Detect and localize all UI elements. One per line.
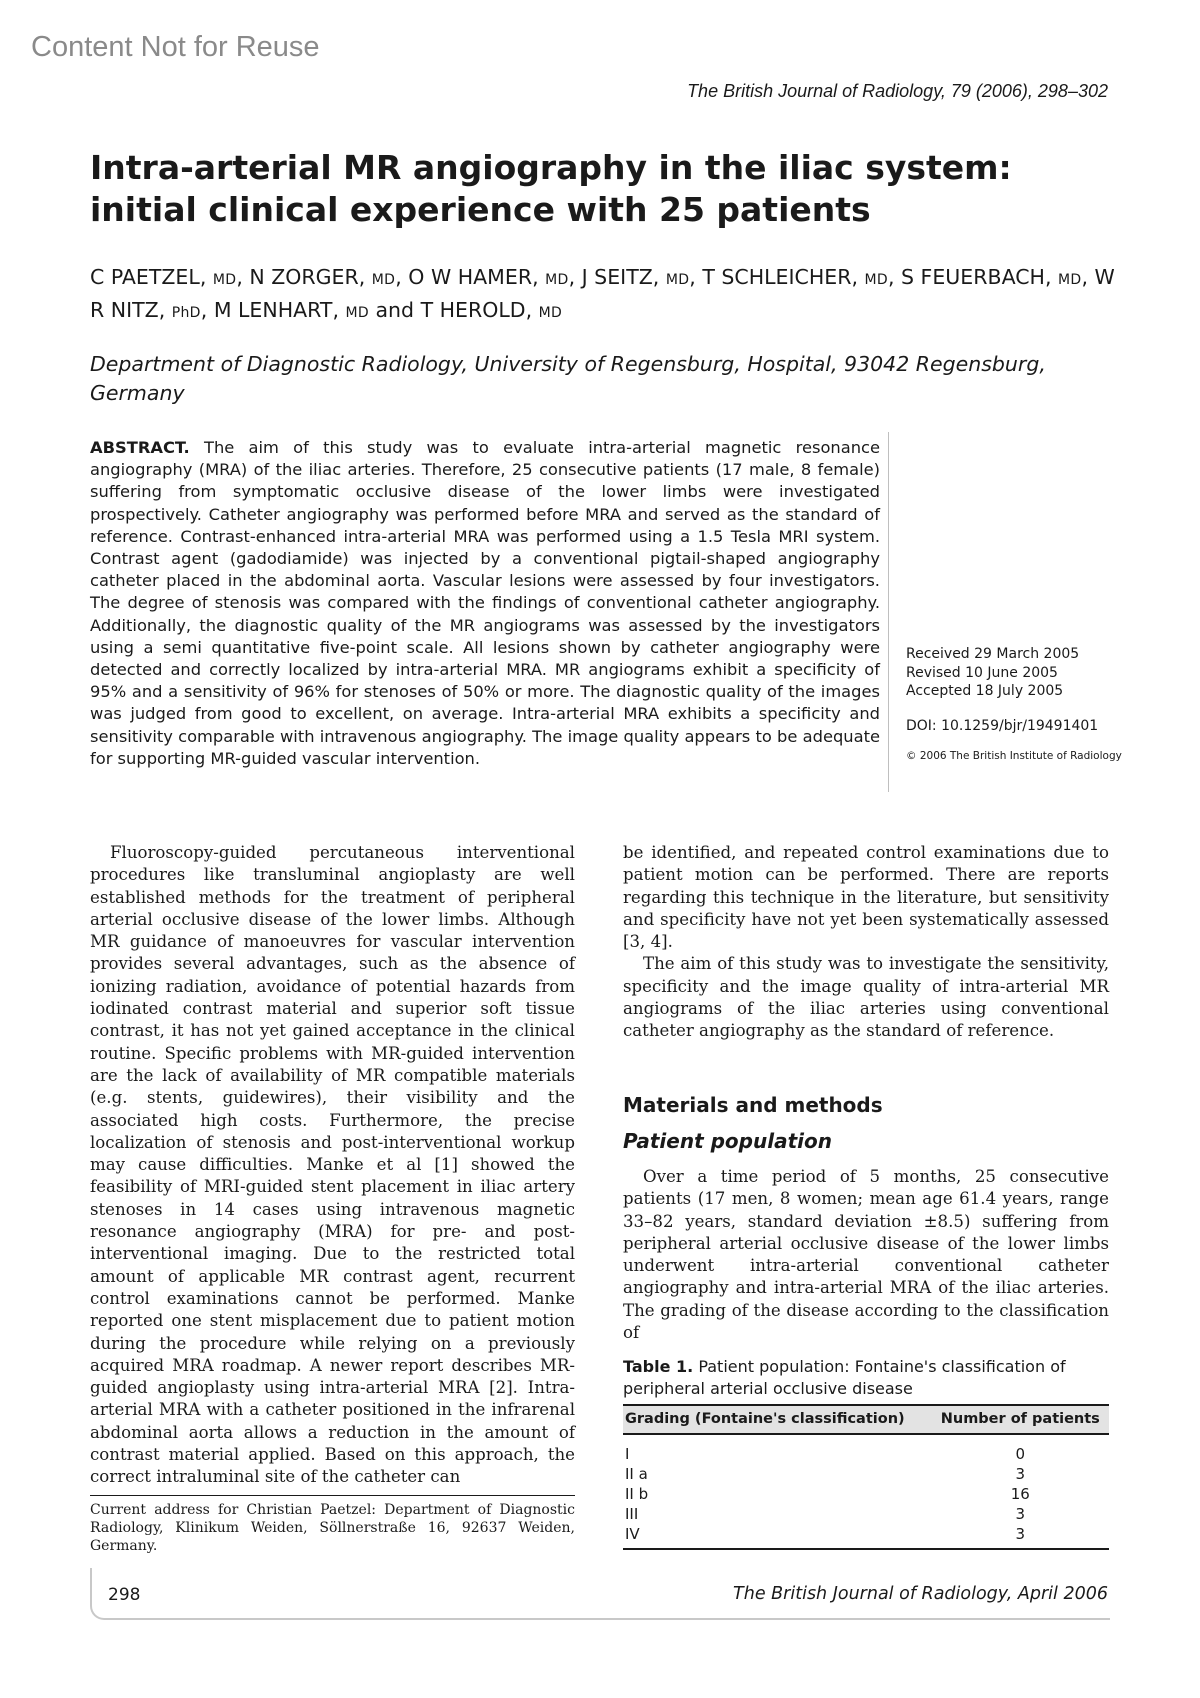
author-list: C PAETZEL, MD, N ZORGER, MD, O W HAMER, MD, J SEITZ, MD, T SCHLEICHER, MD, S FEUERBACH, MD, W R NITZ, PhD, M LENHART, MD and T HEROLD, MD: [90, 265, 1115, 322]
author: S FEUERBACH, MD: [901, 265, 1082, 289]
watermark: Content Not for Reuse: [31, 31, 320, 63]
author-name: O W HAMER: [408, 265, 533, 289]
table-row: [623, 1504, 1109, 1524]
grading-cell: I: [625, 1445, 630, 1463]
author-degree: PhD: [171, 305, 201, 321]
abstract: [90, 437, 880, 770]
author-name: C PAETZEL: [90, 265, 200, 289]
author: J SEITZ, MD: [581, 265, 690, 289]
patient-population-text: [623, 1166, 1109, 1344]
footnote: Current address for Christian Paetzel: Department of Diagnostic Radiology, Klinikum Weiden, Söllnerstraße 16, 92637 Weiden, Germany.: [90, 1502, 575, 1554]
intro-paragraph: Fluoroscopy-guided percutaneous interventional procedures like transluminal angioplasty are well established methods for the treatment of peripheral arterial occlusive disease of the lower limbs. Although MR guidance of manoeuvres for vascular intervention provides several advantages, such as the absence of ionizing radiation, avoidance of potential hazards from iodinated contrast material and superior soft tissue contrast, it has not yet gained acceptance in the clinical routine. Specific problems with MR-guided intervention are the lack of availability of MR compatible materials (e.g. stents, guidewires), their visibility and the associated high costs. Furthermore, the precise localization of stenosis and post-interventional workup may cause difficulties. Manke et al [1] showed the feasibility of MRI-guided stent placement in iliac artery stenoses in 14 cases using intravenous magnetic resonance angiography (MRA) for pre- and post-interventional imaging. Due to the restricted total amount of applicable MR contrast agent, recurrent control examinations cannot be performed. Manke reported one stent misplacement due to patient motion during the procedure while relying on a previously acquired MRA roadmap. A newer report describes MR-guided angioplasty using intra-arterial MRA [2]. Intra-arterial MRA with a catheter positioned in the infrarenal abdominal aorta allows a reduction in the amount of contrast material applied. Based on this approach, the correct intraluminal site of the catheter can: [90, 843, 575, 1487]
table-header-count: Number of patients: [932, 1405, 1109, 1434]
author-name: M LENHART: [213, 298, 333, 322]
received-date: Received 29 March 2005: [906, 646, 1080, 662]
patient-count-cell: 3: [1015, 1505, 1026, 1523]
patient-count-cell: 3: [1015, 1465, 1026, 1483]
patient-count-cell: 16: [1010, 1485, 1030, 1503]
author-degree: MD: [864, 272, 888, 288]
author-name: T SCHLEICHER: [702, 265, 852, 289]
author: O W HAMER, MD: [408, 265, 569, 289]
body-right-column: [623, 842, 1109, 1043]
patient-count-cell: 3: [932, 1524, 1109, 1549]
table-header-row: [623, 1405, 1109, 1434]
author-name: W R NITZ: [90, 265, 1115, 322]
author-degree: MD: [212, 272, 237, 288]
accepted-date: Accepted 18 July 2005: [906, 683, 1064, 699]
author-degree: MD: [545, 272, 569, 288]
author-degree: MD: [1058, 272, 1082, 288]
grading-cell: II b: [625, 1485, 649, 1503]
abstract-heading: ABSTRACT.: [90, 438, 190, 457]
page-number: 298: [108, 1585, 141, 1605]
intro-continuation: be identified, and repeated control examinations due to patient motion can be performed. There are reports regarding this technique in the literature, but sensitivity and specificity have not yet been systematically assessed [3, 4].: [623, 843, 1109, 952]
abstract-text: The aim of this study was to evaluate intra-arterial magnetic resonance angiography (MRA) of the iliac arteries. Therefore, 25 consecutive patients (17 male, 8 female) suffering from symptomatic occlusive disease of the lower limbs were investigated prospectively. Catheter angiography was performed before MRA and served as the standard of reference. Contrast-enhanced intra-arterial MRA was performed using a 1.5 Tesla MRI system. Contrast agent (gadodiamide) was injected by a conventional pigtail-shaped angiography catheter placed in the abdominal aorta. Vascular lesions were assessed by four investigators. The degree of stenosis was compared with the findings of conventional catheter angiography. Additionally, the diagnostic quality of the MR angiograms was assessed by the investigators using a semi quantitative five-point scale. All lesions shown by catheter angiography were detected and correctly localized by intra-arterial MRA. MR angiograms exhibit a specificity of 95% and a sensitivity of 96% for stenoses of 50% or more. The diagnostic quality of the images was judged from good to excellent, on average. Intra-arterial MRA exhibits a specificity and sensitivity comparable with intravenous angiography. The image quality appears to be adequate for supporting MR-guided vascular intervention.: [90, 438, 880, 768]
author: T SCHLEICHER, MD: [702, 265, 888, 289]
author-degree: MD: [371, 272, 396, 288]
author: N ZORGER, MD: [249, 265, 396, 289]
table-caption-text: Patient population: Fontaine's classification of peripheral arterial occlusive disease: [623, 1357, 1066, 1398]
journal-reference: The British Journal of Radiology, 79 (2006), 298–302: [687, 81, 1108, 101]
patient-population-paragraph: Over a time period of 5 months, 25 consecutive patients (17 men, 8 women; mean age 61.4 years, range 33–82 years, standard deviation ±8.5) suffering from peripheral arterial occlusive disease of the lower limbs underwent intra-arterial conventional catheter angiography and intra-arterial MRA of the iliac arteries. The grading of the disease according to the classification of: [623, 1167, 1109, 1343]
patient-table: [623, 1404, 1109, 1550]
grading-cell: IV: [623, 1524, 932, 1549]
author-degree: MD: [538, 305, 563, 321]
table-body: [623, 1434, 1109, 1549]
table-row: [623, 1434, 1109, 1464]
section-heading: Materials and methods: [623, 1093, 883, 1117]
aim-paragraph: The aim of this study was to investigate the sensitivity, specificity and the image quality of intra-arterial MR angiograms of the iliac arteries using conventional catheter angiography as the standard of reference.: [623, 954, 1109, 1041]
author-name: S FEUERBACH: [901, 265, 1045, 289]
author: M LENHART, MD: [213, 298, 369, 322]
patient-count-cell: 0: [1015, 1445, 1026, 1463]
table-label: Table 1.: [623, 1357, 694, 1376]
body-left-column: [90, 842, 575, 1489]
grading-cell: II a: [625, 1465, 648, 1483]
table-row: [623, 1524, 1109, 1549]
table-row: [623, 1464, 1109, 1484]
abstract-divider: [888, 432, 889, 792]
affiliation: Department of Diagnostic Radiology, University of Regensburg, Hospital, 93042 Regensburg, Germany: [90, 352, 1046, 405]
grading-cell: III: [625, 1505, 639, 1523]
table-row: [623, 1484, 1109, 1504]
author-name: J SEITZ: [581, 265, 653, 289]
footnote-rule: [90, 1495, 575, 1496]
footer-journal: The British Journal of Radiology, April 2006: [733, 1584, 1108, 1604]
copyright: © 2006 The British Institute of Radiology: [906, 749, 1122, 762]
subsection-heading: Patient population: [623, 1129, 832, 1153]
author-degree: MD: [345, 305, 369, 321]
revised-date: Revised 10 June 2005: [906, 664, 1058, 681]
table-caption: [623, 1356, 1109, 1399]
article-info: [906, 645, 1126, 765]
doi[interactable]: DOI: 10.1259/bjr/19491401: [906, 717, 1099, 734]
author: T HEROLD, MD: [420, 298, 563, 322]
article-title: Intra-arterial MR angiography in the iliac system: initial clinical experience with 25 patients: [90, 148, 1012, 229]
author-degree: MD: [665, 272, 690, 288]
author-name: T HEROLD: [420, 298, 526, 322]
author: C PAETZEL, MD: [90, 265, 237, 289]
author-name: N ZORGER: [249, 265, 359, 289]
author: W R NITZ, PhD: [90, 265, 1115, 322]
table-header-grading: Grading (Fontaine's classification): [623, 1405, 932, 1434]
